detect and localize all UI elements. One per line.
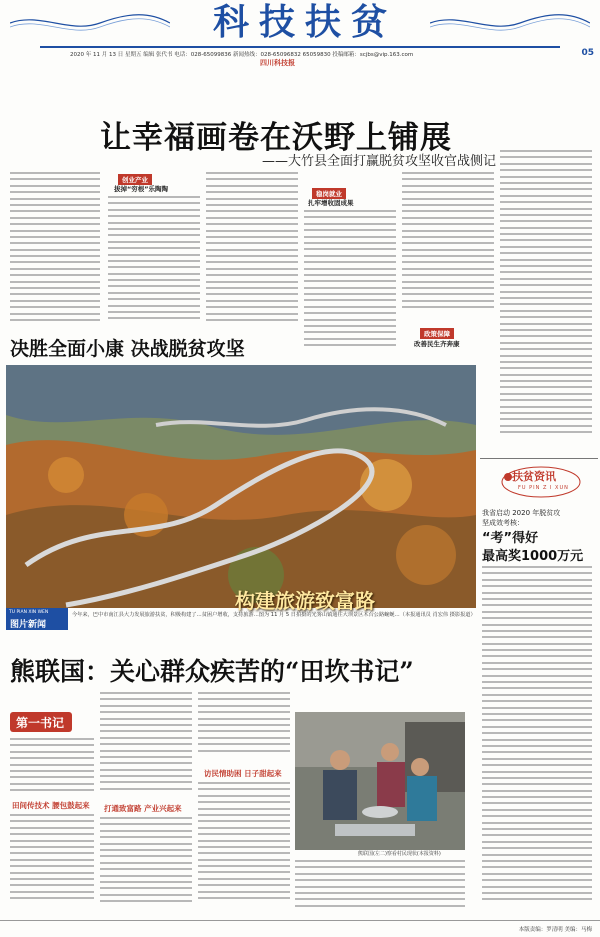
photo-caption: 今年来，巴中市南江县大力发展旅游扶贫，积极构建了…贫困户增收，支持旅游…图为 11 月 5 日拍摄的光雾山镇通往大坝景区木台公路蜿蜒…（本报通讯员 肖宏伟 摄影报道） [72, 612, 476, 618]
secretary-photo [295, 712, 465, 850]
lead-column-5 [402, 172, 494, 322]
second-column-2b [100, 817, 192, 917]
newspaper-logo: 四川科技报 [260, 59, 295, 67]
lead-column-4 [304, 210, 396, 364]
lead-label-head-2: 扎牢增收固成果 [308, 199, 354, 207]
section-title: 科技扶贫 [212, 1, 397, 43]
lead-headline: 让幸福画卷在沃野上铺展 [100, 120, 452, 156]
photo-news-badge-zh: 图片新闻 [10, 620, 47, 630]
footer-rule [0, 920, 600, 921]
page-number: 05 [581, 48, 594, 58]
lead-label-head-1: 拔掉“穷根”乐陶陶 [114, 185, 169, 193]
page-footer: 本版责编：罗清明 美编：马梅 [518, 927, 592, 933]
masthead-info: 2020 年 11 月 13 日 星期五 编辑 张代书 电话：028-65099836 新闻热线：028-65096832 65059830 投稿邮箱：scjbs@vip.163.com [70, 52, 414, 58]
secretary-photo-art-icon [295, 712, 465, 850]
sidebar-logo-cn: 扶贫资讯 [512, 470, 556, 483]
lead-column-2 [108, 196, 200, 332]
second-subhead-2: 打通致富路 产业兴起来 [104, 804, 182, 813]
second-column-1 [10, 738, 94, 798]
lead-label-tag-3: 政策保障 [420, 328, 454, 339]
campaign-banner-text: 决胜全面小康 决战脱贫攻坚 [10, 338, 245, 360]
masthead-rule [40, 46, 560, 48]
sidebar-headline-2: 最高奖1000万元 [482, 549, 584, 564]
lead-label-tag-2: 稳岗就业 [312, 188, 346, 199]
sidebar-headline-1: “考”得好 [482, 531, 539, 546]
photo-news-badge-en: TU PIAN XIN WEN [9, 610, 49, 615]
second-subhead-3: 访民情助困 日子甜起来 [204, 769, 282, 778]
first-secretary-badge [10, 712, 72, 732]
sidebar-kicker-2: 坚成效考核： [482, 519, 524, 527]
sidebar-rule [480, 458, 598, 459]
sidebar-kicker-1: 我省启动 2020 年脱贫攻 [482, 509, 561, 517]
masthead-decoration-left-icon [10, 12, 170, 34]
photo-overlay-title: 构建旅游致富路 [235, 589, 375, 613]
lead-column-6 [500, 150, 592, 450]
second-column-3b [198, 782, 290, 917]
masthead-decoration-right-icon [430, 12, 590, 34]
landscape-photo-art-icon [6, 365, 476, 608]
lead-label-head-3: 改善民生齐奔康 [414, 340, 460, 348]
campaign-banner [10, 335, 300, 363]
sidebar-body [482, 566, 592, 916]
second-column-1b [10, 814, 94, 914]
second-column-4 [295, 860, 465, 916]
lead-column-1 [10, 172, 100, 332]
second-subhead-1: 田间传技术 腰包鼓起来 [12, 801, 90, 810]
photo-news-badge [6, 608, 68, 630]
second-column-3 [198, 692, 290, 764]
secretary-photo-caption: 熊联国(左二)察看村民现状(本报资料) [358, 851, 441, 857]
first-secretary-badge-text: 第一书记 [16, 716, 65, 730]
lead-column-3 [206, 172, 298, 332]
second-column-2 [100, 692, 192, 800]
sidebar-logo [500, 465, 582, 499]
lead-subheadline: ——大竹县全面打赢脱贫攻坚收官战侧记 [262, 154, 497, 169]
masthead [0, 0, 600, 66]
sidebar-logo-py: FU PIN Z I XUN [518, 485, 569, 491]
second-headline: 熊联国：关心群众疾苦的“田坎书记” [10, 657, 414, 686]
lead-label-tag-1: 创业产业 [118, 174, 152, 185]
landscape-photo [6, 365, 476, 608]
